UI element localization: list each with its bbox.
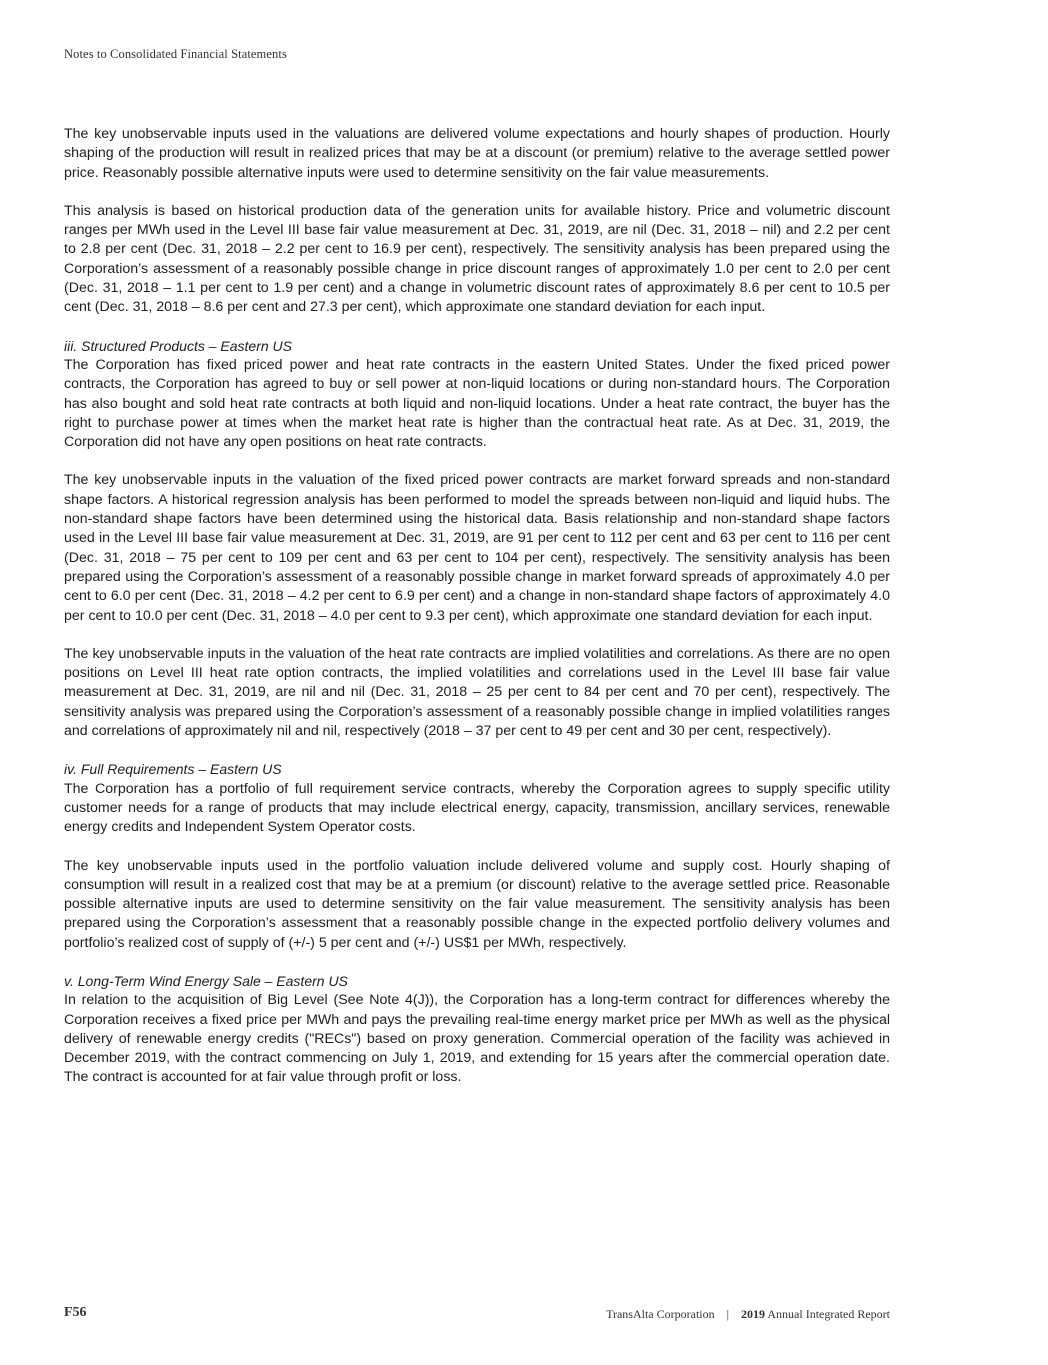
paragraph: The key unobservable inputs used in the valuations are delivered volume expectations and hourly shapes of production. Hourly shaping of the production will result in realized prices that may be at a discount (or premium) relative to the average settled power price. Reasonably possible alternative inputs were used to determine sensitivity on the fair value measurements. <box>64 126 890 181</box>
paragraph: The Corporation has a portfolio of full requirement service contracts, whereby the Corporation agrees to supply specific utility customer needs for a range of products that may include electrical energy, capacity, transmission, ancillary services, renewable energy credits and Independent System Operator costs. <box>64 780 890 836</box>
document-body <box>64 125 890 1107</box>
footer-report-name: Annual Integrated Report <box>767 1307 890 1321</box>
page-number: F56 <box>64 1305 87 1320</box>
paragraph: In relation to the acquisition of Big Level (See Note 4(J)), the Corporation has a long-term contract for differences whereby the Corporation receives a fixed price per MWh and pays the prevailing real-time energy market price per MWh as well as the physical delivery of renewable energy credits ("RECs") based on proxy generation. Commercial operation of the facility was achieved in December 2019, with the contract commencing on July 1, 2019, and extending for 15 years after the commercial operation date. The contract is accounted for at fair value through profit or loss. <box>64 992 890 1086</box>
section-heading: v. Long-Term Wind Energy Sale – Eastern US <box>64 972 348 989</box>
section-heading: iv. Full Requirements – Eastern US <box>64 761 282 778</box>
paragraph: The key unobservable inputs in the valuation of the fixed priced power contracts are market forward spreads and non-standard shape factors. A historical regression analysis has been performed to model the spreads between non-liquid and liquid hubs. The non-standard shape factors have been determined using the historical data. Basis relationship and non-standard shape factors used in the Level III base fair value measurement at Dec. 31, 2019, are 91 per cent to 112 per cent and 63 per cent to 116 per cent (Dec. 31, 2018 – 75 per cent to 109 per cent and 63 per cent to 104 per cent), respectively. The sensitivity analysis has been prepared using the Corporation’s assessment of a reasonably possible change in market forward spreads of approximately 4.0 per cent to 6.0 per cent (Dec. 31, 2018 – 4.2 per cent to 6.9 per cent) and a change in non-standard shape factors of approximately 4.0 per cent to 10.0 per cent (Dec. 31, 2018 – 4.0 per cent to 9.3 per cent), which approximate one standard deviation for each input. <box>64 472 890 624</box>
paragraph: The Corporation has fixed priced power and heat rate contracts in the eastern United States. Under the fixed priced power contracts, the Corporation has agreed to buy or sell power at non-liquid locations or during non-standard hours. The Corporation has also bought and sold heat rate contracts at both liquid and non-liquid locations. Under a heat rate contract, the buyer has the right to purchase power at times when the market heat rate is higher than the contractual heat rate. As at Dec. 31, 2019, the Corporation did not have any open positions on heat rate contracts. <box>64 356 890 451</box>
footer-year: 2019 <box>741 1307 766 1321</box>
footer-report-info <box>606 1307 890 1322</box>
section-heading: iii. Structured Products – Eastern US <box>64 337 292 354</box>
paragraph: This analysis is based on historical production data of the generation units for available history. Price and volumetric discount ranges per MWh used in the Level III base fair value measurement at Dec. 31, 2019, are nil (Dec. 31, 2018 – nil) and 2.2 per cent to 2.8 per cent (Dec. 31, 2018 – 2.2 per cent to 16.9 per cent), respectively. The sensitivity analysis has been prepared using the Corporation’s assessment of a reasonably possible change in price discount ranges of approximately 1.0 per cent to 2.0 per cent (Dec. 31, 2018 – 1.1 per cent to 1.9 per cent) and a change in volumetric discount rates of approximately 8.6 per cent to 10.5 per cent (Dec. 31, 2018 – 8.6 per cent and 27.3 per cent), which approximate one standard deviation for each input. <box>64 202 890 316</box>
page-header-title: Notes to Consolidated Financial Statements <box>64 47 287 61</box>
footer-separator: | <box>726 1307 730 1321</box>
paragraph: The key unobservable inputs in the valuation of the heat rate contracts are implied volatilities and correlations. As there are no open positions on Level III heat rate option contracts, the implied volatilities and correlations used in the Level III base fair value measurement at Dec. 31, 2019, are nil and nil (Dec. 31, 2018 – 25 per cent to 84 per cent and 70 per cent), respectively. The sensitivity analysis was prepared using the Corporation’s assessment of a reasonably possible change in implied volatilities ranges and correlations of approximately nil and nil, respectively (2018 – 37 per cent to 49 per cent and 30 per cent, respectively). <box>64 645 890 740</box>
footer-company: TransAlta Corporation <box>606 1307 715 1321</box>
paragraph: The key unobservable inputs used in the portfolio valuation include delivered volume and supply cost. Hourly shaping of consumption will result in a realized cost that may be at a premium (or discount) relative to the average settled price. Reasonable possible alternative inputs are used to determine sensitivity on the fair value measurement. The sensitivity analysis has been prepared using the Corporation’s assessment that a reasonably possible change in the expected portfolio delivery volumes and portfolio’s realized cost of supply of (+/-) 5 per cent and (+/-) US$1 per MWh, respectively. <box>64 857 890 951</box>
